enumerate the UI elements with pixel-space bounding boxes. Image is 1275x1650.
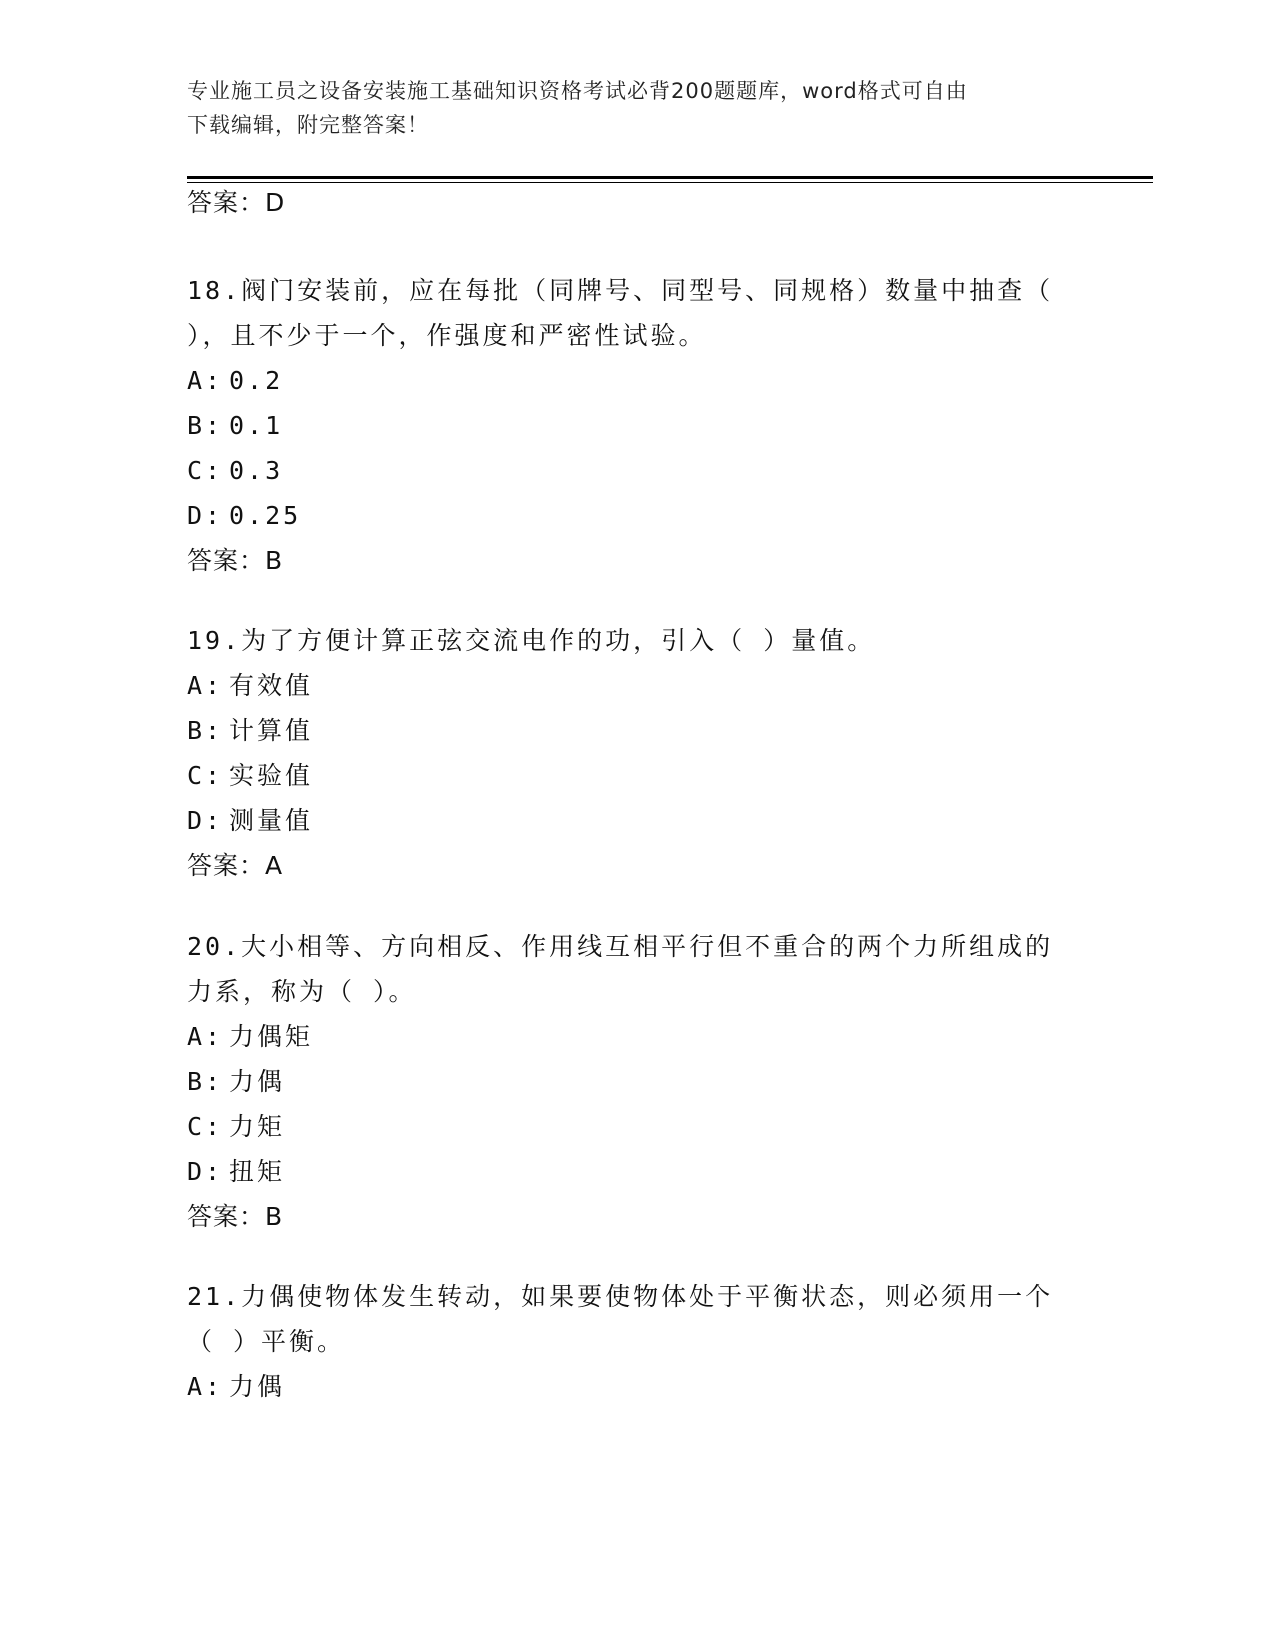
question-text-line: 21.力偶使物体发生转动，如果要使物体处于平衡状态，则必须用一个: [187, 1282, 1054, 1311]
option-letter: A:: [187, 1372, 224, 1401]
option-b: [187, 708, 1067, 753]
option-text: 有效值: [229, 671, 314, 700]
option-a: [187, 1014, 1067, 1059]
previous-answer-block: [187, 180, 1067, 225]
option-c: [187, 1104, 1067, 1149]
question-text-line: 18.阀门安装前，应在每批（同牌号、同型号、同规格）数量中抽查（: [187, 276, 1054, 305]
option-letter: A:: [187, 1022, 224, 1051]
question-text-line: ），且不少于一个，作强度和严密性试验。: [187, 321, 707, 350]
option-text: 力偶: [229, 1067, 286, 1096]
option-text: 力偶: [229, 1372, 286, 1401]
document-header: [187, 74, 1067, 142]
question-text-line: 19.为了方便计算正弦交流电作的功，引入（ ）量值。: [187, 626, 876, 655]
answer-line: 答案：D: [187, 188, 286, 217]
option-letter: D:: [187, 501, 224, 530]
question-21: [187, 1274, 1067, 1409]
option-letter: A:: [187, 671, 224, 700]
question-20: [187, 924, 1067, 1239]
option-c: [187, 448, 1067, 493]
option-letter: C:: [187, 761, 224, 790]
option-letter: D:: [187, 1157, 224, 1186]
option-text: 扭矩: [229, 1157, 286, 1186]
option-text: 实验值: [229, 761, 314, 790]
option-c: [187, 753, 1067, 798]
question-text-line: 20.大小相等、方向相反、作用线互相平行但不重合的两个力所组成的: [187, 932, 1054, 961]
option-text: 0.25: [229, 501, 302, 530]
option-text: 力偶矩: [229, 1022, 314, 1051]
header-line-1: 专业施工员之设备安装施工基础知识资格考试必背200题题库，word格式可自由: [187, 79, 968, 103]
option-text: 0.3: [229, 456, 284, 485]
answer-line: 答案：B: [187, 546, 284, 575]
option-a: [187, 358, 1067, 403]
option-letter: D:: [187, 806, 224, 835]
question-text-line: （ ）平衡。: [187, 1327, 346, 1356]
option-text: 力矩: [229, 1112, 286, 1141]
option-a: [187, 1364, 1067, 1409]
option-letter: C:: [187, 456, 224, 485]
option-d: [187, 493, 1067, 538]
option-text: 0.2: [229, 366, 284, 395]
option-letter: B:: [187, 411, 224, 440]
question-18: [187, 268, 1067, 583]
option-b: [187, 1059, 1067, 1104]
option-d: [187, 1149, 1067, 1194]
option-a: [187, 663, 1067, 708]
option-letter: B:: [187, 716, 224, 745]
question-19: [187, 618, 1067, 888]
question-text-line: 力系，称为（ ）。: [187, 977, 417, 1006]
option-text: 测量值: [229, 806, 314, 835]
option-letter: A:: [187, 366, 224, 395]
option-b: [187, 403, 1067, 448]
header-divider-thick: [187, 176, 1153, 179]
answer-line: 答案：A: [187, 851, 284, 880]
option-letter: B:: [187, 1067, 224, 1096]
option-text: 0.1: [229, 411, 284, 440]
header-line-2: 下载编辑，附完整答案！: [187, 113, 429, 137]
answer-line: 答案：B: [187, 1202, 284, 1231]
option-d: [187, 798, 1067, 843]
option-letter: C:: [187, 1112, 224, 1141]
option-text: 计算值: [229, 716, 314, 745]
